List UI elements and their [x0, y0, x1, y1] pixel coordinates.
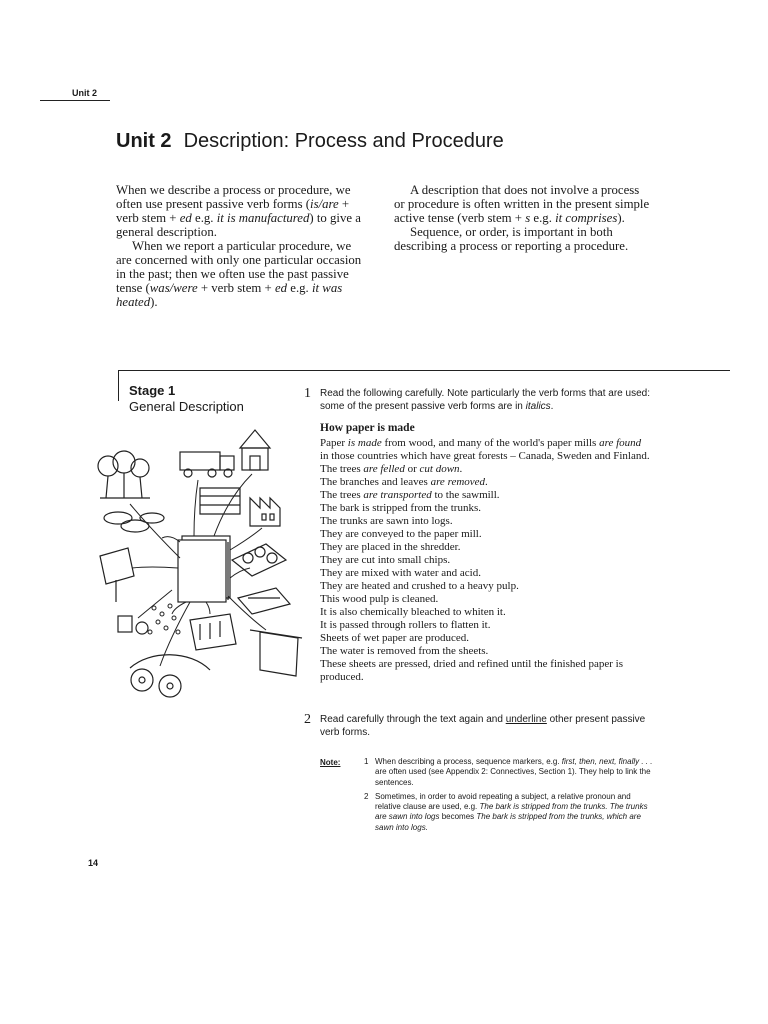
shredder-icon [100, 548, 134, 602]
passage [320, 437, 650, 684]
running-head-rule [40, 100, 110, 101]
page-number: 14 [88, 858, 99, 868]
paper-rolls-icon [130, 655, 210, 697]
acid-bottles-icon [118, 616, 148, 634]
passage-line: The water is removed from the sheets. [320, 645, 489, 657]
pulp-vat-icon [190, 614, 236, 650]
logging-truck-icon [180, 452, 234, 477]
passage-line: The bark is stripped from the trunks. [320, 502, 481, 514]
sawmill-icon [240, 430, 270, 470]
passage-line: Sheets of wet paper are produced. [320, 632, 470, 644]
question-1-text: Read the following carefully. Note particularly the verb forms that are used: some of the present passive verb forms are in italics. [320, 388, 650, 412]
stage-frame-left [118, 370, 119, 401]
press-icon [238, 588, 290, 614]
passage-line: The trees are transported to the sawmill. [320, 489, 500, 501]
intro-column-2 [394, 183, 652, 253]
passage-line: They are cut into small chips. [320, 554, 451, 566]
note-item-2: 2 Sometimes, in order to avoid repeating a subject, a relative pronoun and relative clause are used, e.g. The bark is stripped from the trunks. The trunks are sawn into logs becomes The bark is stripped from the trunks, which are sawn into logs. [364, 791, 648, 832]
passage-line: They are mixed with water and acid. [320, 567, 481, 579]
notes [364, 757, 654, 837]
passage-line: They are heated and crushed to a heavy pulp. [320, 580, 519, 592]
passage-line: It is also chemically bleached to whiten it. [320, 606, 506, 618]
logs-icon [104, 512, 164, 532]
intro-column-1 [116, 183, 366, 309]
paper-stack-icon [178, 536, 230, 602]
passage-line: The branches and leaves are removed. [320, 476, 488, 488]
title-text: Description: Process and Procedure [183, 130, 504, 152]
question-2-number: 2 [304, 712, 311, 727]
passage-line: The trunks are sawn into logs. [320, 515, 453, 527]
trees-icon [98, 451, 150, 498]
question-1-number: 1 [304, 386, 311, 401]
stage-subtitle: General Description [129, 399, 244, 414]
paper-process-illustration [90, 418, 305, 708]
intro-paragraph-2: When we report a particular procedure, we are concerned with only one particular occasion in the past; then we often use the past passive tense (was/were + verb stem + ed e.g. it was heated). [116, 239, 362, 309]
intro-paragraph-4: Sequence, or order, is important in both describing a process or reporting a procedure. [394, 225, 629, 253]
passage-line: Paper is made from wood, and many of the world's paper mills are found in those countries which have great forests – Canada, Sweden and Finland. [320, 437, 650, 462]
question-2-text: Read carefully through the text again and underline other present passive verb forms. [320, 714, 646, 738]
passage-line: They are placed in the shredder. [320, 541, 461, 553]
passage-line: These sheets are pressed, dried and refined until the finished paper is produced. [320, 658, 624, 683]
intro-paragraph-3: A description that does not involve a process or procedure is often written in the present simple active tense (verb stem + s e.g. it comprises). [394, 183, 650, 225]
page-title [116, 130, 504, 153]
note-label: Note: [320, 758, 341, 767]
intro-paragraph-1: When we describe a process or procedure, we often use present passive verb forms (is/are + verb stem + ed e.g. it is manufactured) to give a general description. [116, 183, 361, 239]
paper-mill-icon [250, 498, 280, 526]
stage-title: Stage 1 [129, 383, 176, 398]
passage-heading: How paper is made [320, 422, 415, 434]
note-item-1: 1 When describing a process, sequence markers, e.g. first, then, next, finally . . . are often used (see Appendix 2: Connectives, Section 1). They help to link the sentences. [364, 757, 653, 787]
running-head: Unit 2 [72, 88, 98, 98]
title-unit: Unit 2 [116, 130, 172, 152]
passage-line: This wood pulp is cleaned. [320, 593, 439, 605]
passage-line: The trees are felled or cut down. [320, 463, 463, 475]
passage-line: It is passed through rollers to flatten it. [320, 619, 491, 631]
drying-sheet-icon [250, 630, 302, 676]
stage-frame-top [118, 370, 730, 371]
passage-line: They are conveyed to the paper mill. [320, 528, 482, 540]
log-rolls-icon [200, 488, 240, 514]
